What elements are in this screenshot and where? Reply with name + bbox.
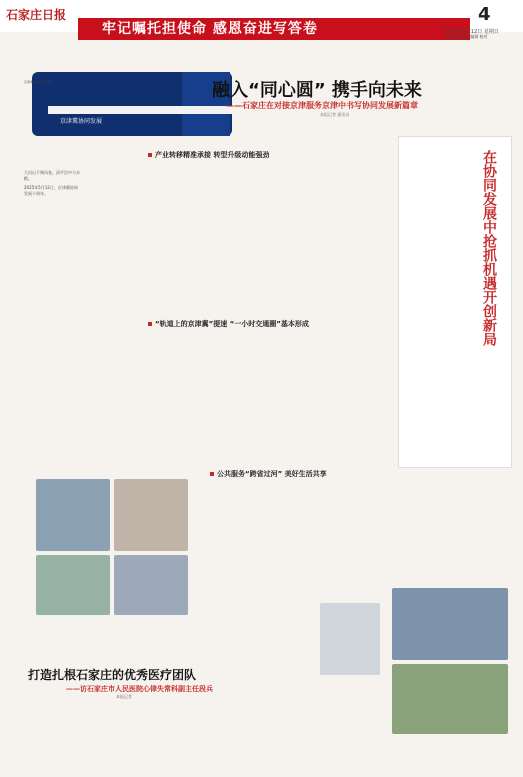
lead-title: 融入“同心圆” 携手向未来 xyxy=(212,80,422,101)
section-heading-text: 产业转移精准承接 转型升级动能强劲 xyxy=(155,151,270,159)
paragraph: 2025年5月12日，京津冀协同发展十周年。 xyxy=(24,185,78,196)
section-heading xyxy=(210,469,327,479)
section-mark-icon xyxy=(148,322,152,326)
photo xyxy=(320,603,380,675)
sidebar-title: 在协同发展中抢抓机遇开创新局 xyxy=(481,150,497,346)
photo xyxy=(114,555,188,615)
photo xyxy=(36,479,110,551)
train-label: 京津冀协同发展 xyxy=(60,118,103,125)
photo xyxy=(114,479,188,551)
section-heading-text: 公共服务“跨省过河” 美好生活共享 xyxy=(217,470,327,478)
section-heading-text: “轨道上的京津冀”提速 “一小时交通圈”基本形成 xyxy=(155,320,309,328)
bottom-byline: 本报记者 xyxy=(116,694,132,699)
section-mark-icon xyxy=(210,472,214,476)
section-mark-icon xyxy=(148,153,152,157)
bottom-subtitle: ——访石家庄市人民医院心律失常科副主任段兵 xyxy=(66,685,213,693)
bottom-title: 打造扎根石家庄的优秀医疗团队 xyxy=(28,668,197,682)
edition-line: 责任编辑 版式编辑 校对 xyxy=(445,34,488,39)
photo xyxy=(36,555,110,615)
paragraph: 大河山下聚风卷，清平沽中与水稻。 xyxy=(24,170,80,181)
lead-subtitle: ——石家庄在对接京津服务京津中书写协同发展新篇章 xyxy=(226,101,418,110)
train-stripe xyxy=(48,106,232,114)
photo xyxy=(392,664,508,734)
newspaper-logo: 石家庄日报 xyxy=(6,8,67,22)
banner-title: 牢记嘱托担使命 感恩奋进写答卷 xyxy=(102,21,318,37)
left-column-text xyxy=(24,170,80,200)
photo xyxy=(392,588,508,660)
lead-byline: 本报记者 通讯员 xyxy=(320,112,350,117)
section-heading xyxy=(148,319,309,329)
page-number: 4 xyxy=(478,4,491,25)
section-heading xyxy=(148,150,269,160)
dateline: 2024年5月12日 星期日 xyxy=(445,29,499,35)
photo-caption: 京津冀协同发展十周年 xyxy=(24,80,55,84)
